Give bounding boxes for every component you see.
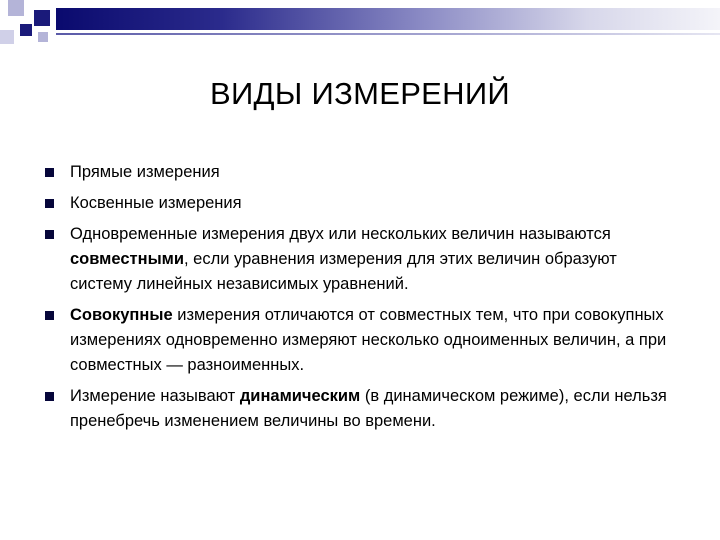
bullet-text: Косвенные измерения: [70, 194, 242, 212]
square-bullet-icon: [45, 392, 54, 401]
decor-square: [8, 0, 24, 16]
bullet-text: Прямые измерения: [70, 163, 220, 181]
decor-square: [34, 10, 50, 26]
decor-square: [0, 30, 14, 44]
bullet-text: Измерение называют: [70, 387, 240, 405]
bullet-text: , если уравнения измерения для этих величин образуют систему линейных независимых уравнений.: [70, 250, 617, 293]
bullet-text: (в динамическом режиме), если нельзя пренебречь изменением величины во времени.: [70, 387, 667, 430]
bullet-list: [43, 160, 683, 440]
bold-term: совместными: [70, 250, 185, 268]
slide-title: ВИДЫ ИЗМЕРЕНИЙ: [209, 76, 511, 111]
bullet-text: Одновременные измерения двух или нескольких величин называются: [70, 225, 611, 243]
square-bullet-icon: [45, 199, 54, 208]
bold-term: динамическим: [239, 387, 361, 405]
square-bullet-icon: [45, 168, 54, 177]
corner-squares-decoration: [0, 0, 60, 48]
decor-square: [20, 24, 32, 36]
bullet-item: [43, 384, 683, 434]
bullet-item: [43, 191, 683, 216]
decor-square: [38, 32, 48, 42]
bullet-item: [43, 303, 683, 378]
bullet-item: [43, 222, 683, 297]
bullet-text: измерения отличаются от совместных тем, что при совокупных измерениях одновременно измеряют несколько одноименных величин, а при совместных — разноименных.: [70, 306, 667, 374]
square-bullet-icon: [45, 230, 54, 239]
bold-term: Совокупные: [70, 306, 173, 324]
square-bullet-icon: [45, 311, 54, 320]
header-gradient-band: [56, 8, 720, 30]
header-divider-line: [56, 33, 720, 35]
bullet-item: [43, 160, 683, 185]
